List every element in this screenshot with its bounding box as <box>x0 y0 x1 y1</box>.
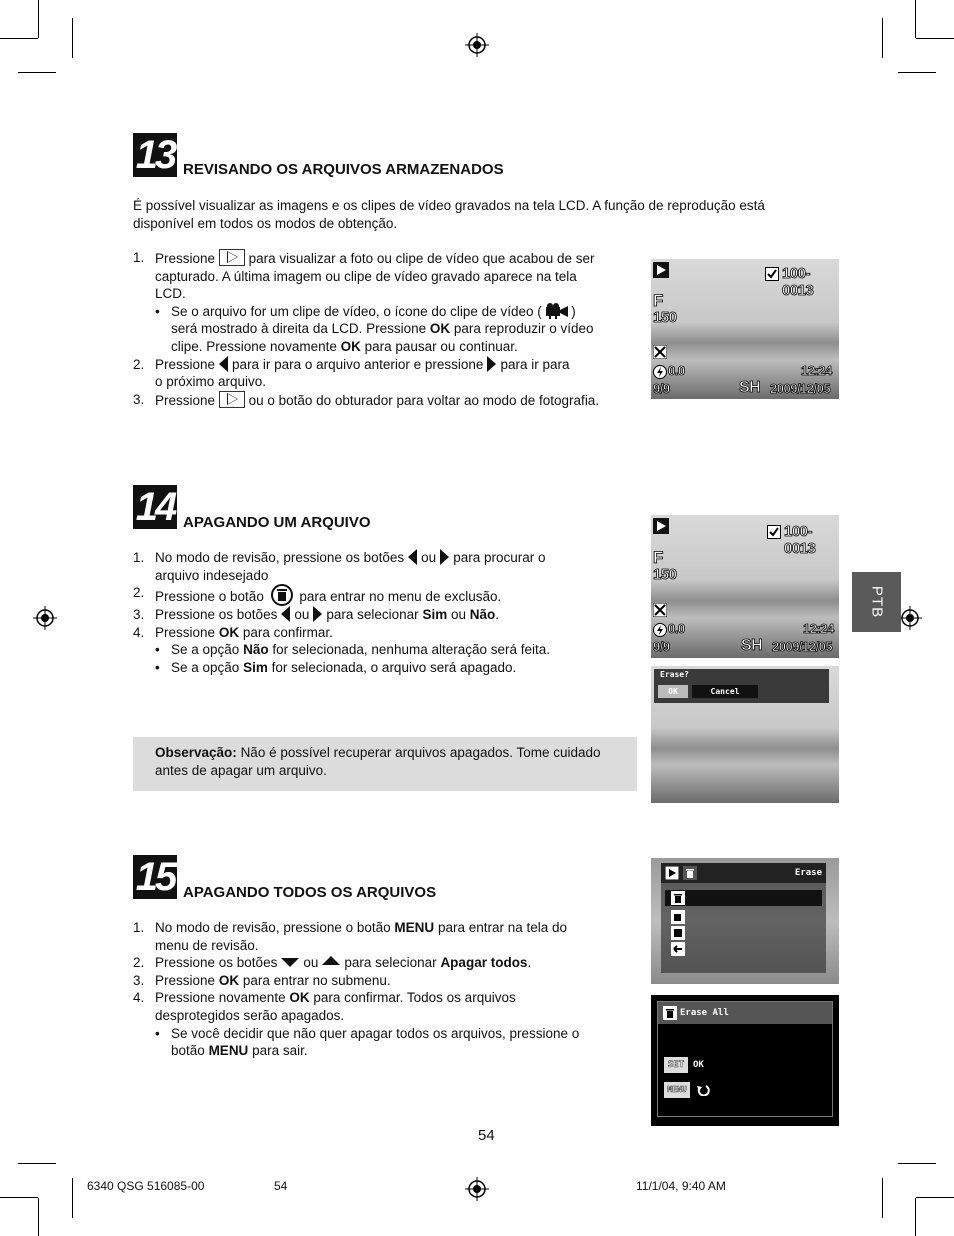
crop-mark <box>898 72 936 73</box>
erase-all-icon <box>671 910 685 924</box>
registration-mark-icon <box>898 606 922 630</box>
down-arrow-icon <box>281 958 299 967</box>
flash-icon <box>653 623 667 637</box>
list-item: 3. Pressione OK para entrar no submenu. <box>133 972 391 988</box>
crop-mark <box>916 1197 954 1198</box>
protect-icon <box>767 525 781 539</box>
section-15-steps <box>133 919 638 1060</box>
crop-mark <box>916 38 954 39</box>
lcd-erase-menu-screenshot <box>651 858 839 984</box>
erase-menu-panel: Erase <box>661 863 826 973</box>
list-item: 3. Pressione ou o botão do obturador para voltar ao modo de fotografia. <box>133 391 600 408</box>
erase-all-panel: Erase All SET OK MENU <box>657 1001 833 1117</box>
crop-mark <box>0 1197 38 1198</box>
playback-tab-icon <box>665 866 679 880</box>
play-button-icon <box>219 249 245 266</box>
list-item: 4. Pressione novamente OK para confirmar. Todos os arquivos desprotegidos serão apagados. • Se você decidir que não quer apagar todos os arquivos, pressione o botão MENU para sair. <box>133 989 638 1059</box>
section-13-intro: É possível visualizar as imagens e os clipes de vídeo gravados na tela LCD. A função de reprodução está disponível em todos os modos de obtenção. <box>133 198 765 231</box>
protect-icon <box>765 267 779 281</box>
crop-mark <box>882 18 883 58</box>
up-arrow-icon <box>322 956 340 965</box>
list-item: 1. No modo de revisão, pressione os botões ou para procurar o arquivo indesejado <box>133 550 546 583</box>
list-subitem: • Se a opção Sim for selecionada, o arquivo será apagado. <box>155 659 638 677</box>
list-item: 2. Pressione o botão para entrar no menu de exclusão. <box>133 585 502 605</box>
note-box: Observação: Não é possível recuperar arquivos apagados. Tome cuidado antes de apagar um arquivo. <box>133 737 637 791</box>
crop-mark <box>18 1163 56 1164</box>
exit-menu-icon <box>671 942 685 956</box>
crop-mark <box>72 18 73 58</box>
list-subitem: • Se o arquivo for um clipe de vídeo, o ícone do clipe de vídeo ( ) será mostrado à direita da LCD. Pressione OK para reproduzir o vídeo clipe. Pressione novamente OK para pausar ou continuar. <box>155 303 638 356</box>
section-14-steps <box>133 549 638 677</box>
list-item: 1. No modo de revisão, pressione o botão MENU para entrar na tela do menu de revisão. <box>133 920 568 953</box>
return-icon <box>696 1082 710 1096</box>
language-tab: PTB <box>852 572 901 632</box>
erase-one-icon <box>671 891 685 905</box>
page-number: 54 <box>478 1127 495 1144</box>
footer-left: 6340 QSG 516085-00 <box>87 1179 205 1193</box>
section-number-14: 14 <box>133 485 177 529</box>
erase-cancel-option: Cancel <box>692 685 758 698</box>
right-arrow-icon <box>440 549 449 565</box>
erase-all-icon <box>663 1006 677 1020</box>
list-item: 3. Pressione os botões ou para selecionar Sim ou Não. <box>133 607 500 623</box>
section-13-steps <box>133 249 638 409</box>
section-title-15: APAGANDO TODOS OS ARQUIVOS <box>183 884 437 901</box>
playback-mode-icon <box>653 518 669 534</box>
section-title-14: APAGANDO UM ARQUIVO <box>183 514 371 531</box>
right-arrow-icon <box>313 606 322 622</box>
left-arrow-icon <box>281 606 290 622</box>
list-subitem: • Se você decidir que não quer apagar todos os arquivos, pressione o botão MENU para sair. <box>155 1025 638 1060</box>
crop-mark <box>18 72 56 73</box>
crop-mark <box>0 38 38 39</box>
crop-mark <box>38 0 39 38</box>
crop-mark <box>72 1178 73 1218</box>
white-balance-icon <box>653 345 667 359</box>
erase-ok-option: OK <box>658 685 688 698</box>
lcd-playback-screenshot: 100-0013 F 150 0.0 12:24 9/9 SH 2009/12/05 <box>651 515 839 658</box>
section-number-13: 13 <box>133 133 177 177</box>
right-arrow-icon <box>487 356 496 372</box>
menu-key-label: MENU <box>664 1082 690 1098</box>
delete-button-icon <box>268 584 296 606</box>
erase-menu-selected-row <box>665 890 822 906</box>
list-item: 2. Pressione os botões ou para selecionar Apagar todos. <box>133 955 532 971</box>
flash-icon <box>653 365 667 379</box>
lcd-erase-dialog-screenshot <box>651 666 839 803</box>
lcd-erase-all-screenshot <box>651 995 839 1126</box>
list-item: 2. Pressione para ir para o arquivo anterior e pressione para ir para o próximo arquivo. <box>133 356 570 390</box>
play-button-icon <box>219 391 245 408</box>
list-item: 4. Pressione OK para confirmar. • Se a opção Não for selecionada, nenhuma alteração será feita. • Se a opção Sim for selecionada, o arquivo será apagado. <box>133 624 638 677</box>
playback-mode-icon <box>653 262 669 278</box>
registration-mark-icon <box>33 606 57 630</box>
lcd-playback-screenshot: 100-0013 F 150 0.0 12:24 9/9 SH 2009/12/05 <box>651 259 839 399</box>
white-balance-icon <box>653 603 667 617</box>
crop-mark <box>38 1198 39 1236</box>
left-arrow-icon <box>219 356 228 372</box>
list-item: 1. Pressione para visualizar a foto ou clipe de vídeo que acabou de ser capturado. A última imagem ou clipe de vídeo gravado aparece na tela LCD. • Se o arquivo for um clipe de vídeo, o ícone do clipe de vídeo ( ) será mostrado à direita da LCD. Pressione OK para reproduzir o vídeo clipe. Pressione novamente OK para pausar ou continuar. <box>133 249 638 356</box>
crop-mark <box>898 1163 936 1164</box>
crop-mark <box>882 1178 883 1218</box>
set-key-label: SET <box>664 1057 688 1073</box>
protect-menu-icon <box>671 926 685 940</box>
left-arrow-icon <box>408 549 417 565</box>
registration-mark-icon <box>465 1177 489 1201</box>
trash-tab-icon <box>683 866 697 880</box>
section-title-13: REVISANDO OS ARQUIVOS ARMAZENADOS <box>183 161 504 178</box>
crop-mark <box>915 1198 916 1236</box>
video-clip-icon <box>546 303 568 319</box>
footer-right: 11/1/04, 9:40 AM <box>636 1179 726 1193</box>
footer-mid: 54 <box>274 1179 288 1193</box>
section-number-15: 15 <box>133 855 177 899</box>
crop-mark <box>915 0 916 38</box>
list-subitem: • Se a opção Não for selecionada, nenhuma alteração será feita. <box>155 641 638 659</box>
registration-mark-icon <box>465 33 489 57</box>
erase-dialog: Erase? OK Cancel <box>654 669 829 703</box>
